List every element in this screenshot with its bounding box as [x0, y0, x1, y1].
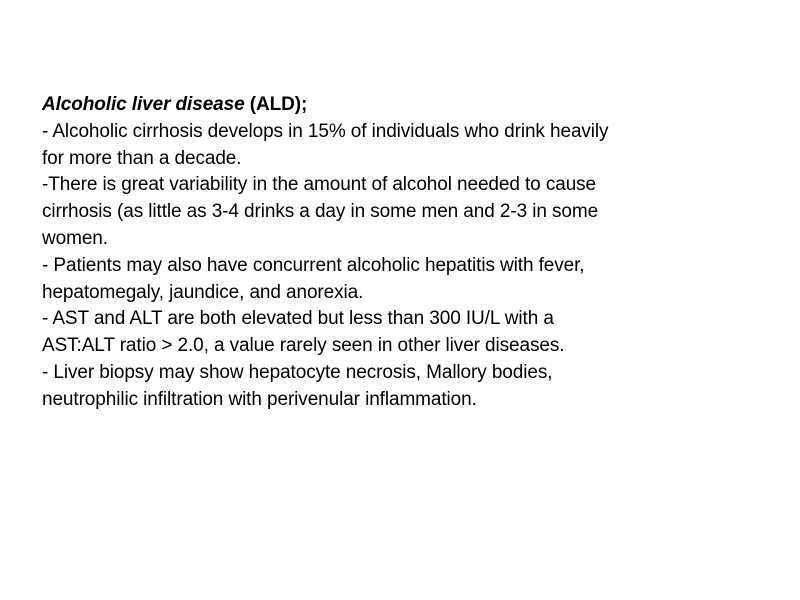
text-line: - AST and ALT are both elevated but less than 300 IU/L with a: [42, 308, 554, 330]
text-line: - Patients may also have concurrent alcoholic hepatitis with fever,: [42, 254, 585, 276]
text-line: AST:ALT ratio > 2.0, a value rarely seen in other liver diseases.: [42, 335, 565, 357]
text-line: hepatomegaly, jaundice, and anorexia.: [42, 281, 364, 303]
slide-title: [42, 92, 742, 119]
text-line: cirrhosis (as little as 3-4 drinks a day in some men and 2-3 in some: [42, 201, 599, 223]
text-line: - Alcoholic cirrhosis develops in 15% of individuals who drink heavily: [42, 120, 609, 142]
slide-title-italic: Alcoholic liver disease: [42, 94, 245, 115]
text-line: women.: [42, 227, 108, 249]
text-line: for more than a decade.: [42, 147, 242, 169]
text-line: neutrophilic infiltration with perivenular inflammation.: [42, 388, 477, 410]
text-line: - Liver biopsy may show hepatocyte necrosis, Mallory bodies,: [42, 361, 553, 383]
slide-body: [42, 92, 742, 414]
text-line: -There is great variability in the amount of alcohol needed to cause: [42, 174, 597, 196]
slide-title-rest: (ALD);: [244, 94, 308, 115]
